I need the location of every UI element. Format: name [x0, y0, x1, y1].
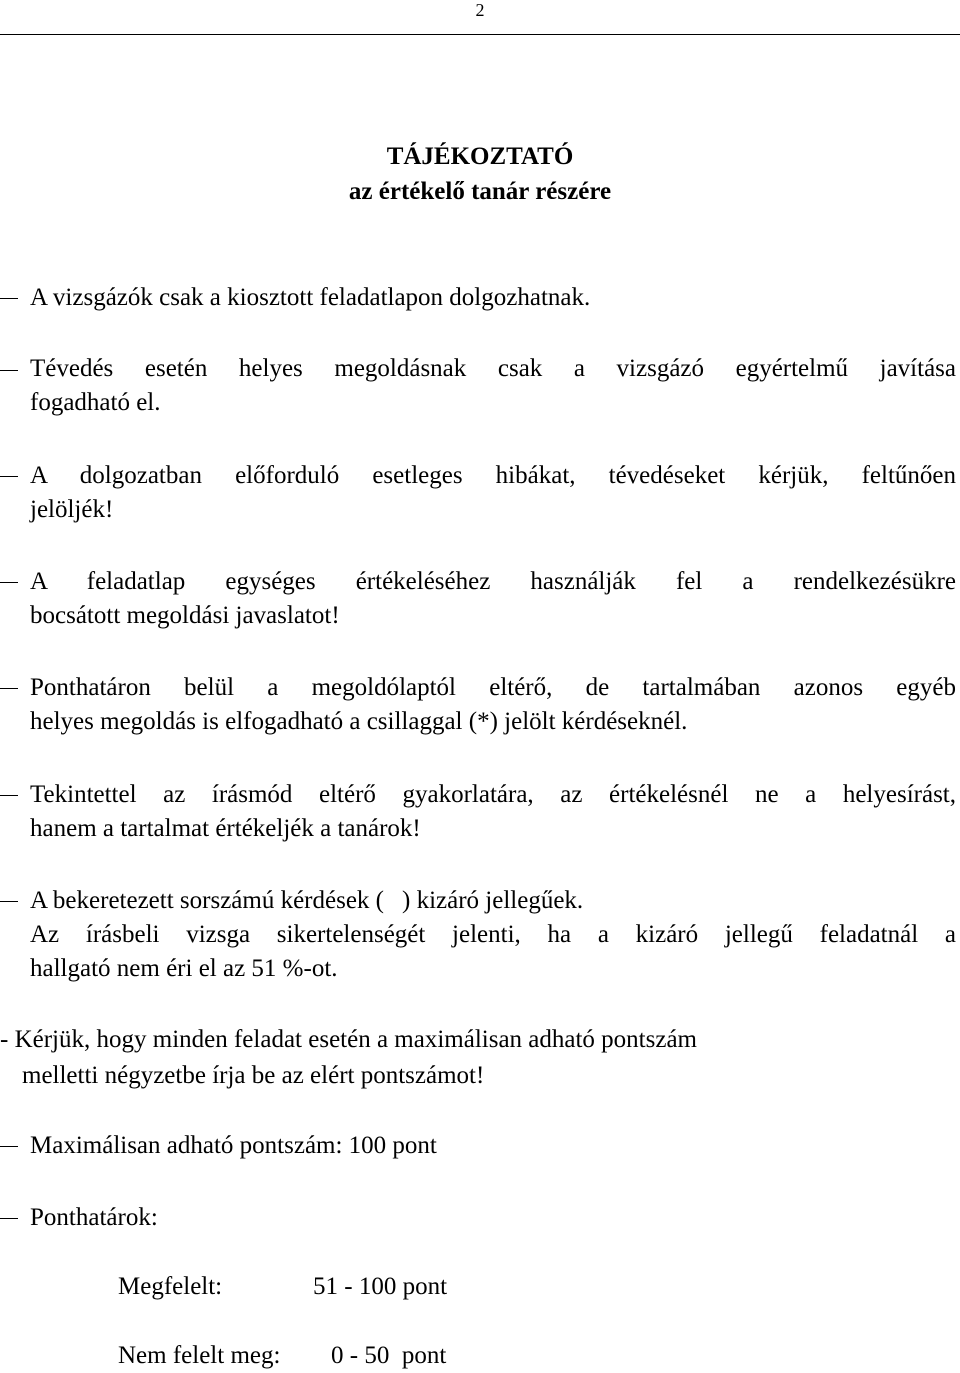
- dash-marker: [0, 1218, 18, 1219]
- bullet-thresholds-heading: [30, 1201, 956, 1235]
- bullet-line: bocsátott megoldási javaslatot!: [30, 602, 340, 629]
- bullet-line: melletti négyzetbe írja be az elért pontszámot!: [22, 1062, 485, 1089]
- bullet-line: hanem a tartalmat értékeljék a tanárok!: [30, 815, 421, 842]
- bullet-mark-errors: [30, 459, 956, 527]
- dash-marker: [0, 1146, 18, 1147]
- bullet-score-entry: - Kérjük, hogy minden feladat esetén a maximálisan adható pontszám: [0, 1026, 697, 1053]
- bullet-line: Ponthatáron belül a megoldólaptól eltérő, de tartalmában azonos egyéb: [30, 674, 956, 701]
- bullet-corrections: [30, 352, 956, 420]
- bullet-line: Ponthatárok:: [30, 1204, 158, 1231]
- bullet-exclusion-questions: [30, 884, 956, 986]
- threshold-pass-label: Megfelelt:: [118, 1273, 223, 1300]
- header-rule: [0, 34, 960, 35]
- bullet-line: Maximálisan adható pontszám: 100 pont: [30, 1132, 437, 1159]
- bullet-line: A vizsgázók csak a kiosztott feladatlapon dolgozhatnak.: [30, 284, 591, 311]
- framed-box-symbol: [384, 886, 402, 908]
- bullet-line: Az írásbeli vizsga sikertelenségét jelenti, ha a kizáró jellegű feladatnál a: [30, 921, 956, 948]
- bullet-text: ) kizáró jellegűek.: [402, 887, 584, 914]
- page-subtitle: az értékelő tanár részére: [348, 178, 612, 205]
- bullet-text: A bekeretezett sorszámú kérdések (: [30, 887, 385, 914]
- bullet-line: Tévedés esetén helyes megoldásnak csak a vizsgázó egyértelmű javítása: [30, 355, 956, 382]
- bullet-spelling: [30, 778, 956, 846]
- dash-marker: [0, 901, 18, 902]
- page-title: TÁJÉKOZTATÓ: [386, 143, 574, 170]
- bullet-line: A feladatlap egységes értékeléséhez használják fel a rendelkezésükre: [30, 568, 956, 595]
- dash-marker: [0, 688, 18, 689]
- bullet-line: A dolgozatban előforduló esetleges hibákat, tévedéseket kérjük, feltűnően: [30, 462, 956, 489]
- dash-marker: [0, 582, 18, 583]
- threshold-fail-value: 0 - 50 pont: [331, 1342, 447, 1369]
- bullet-line: Tekintettel az írásmód eltérő gyakorlatára, az értékelésnél ne a helyesírást,: [30, 781, 956, 808]
- bullet-line: helyes megoldás is elfogadható a csillaggal (*) jelölt kérdéseknél.: [30, 708, 688, 735]
- dash-marker: [0, 476, 18, 477]
- bullet-line: hallgató nem éri el az 51 %-ot.: [30, 955, 338, 982]
- bullet-solution-key: [30, 565, 956, 633]
- bullet-max-score: [30, 1129, 956, 1163]
- threshold-pass-value: 51 - 100 pont: [313, 1273, 448, 1300]
- dash-marker: [0, 298, 18, 299]
- bullet-exam-sheet: [30, 281, 956, 315]
- dash-marker: [0, 795, 18, 796]
- bullet-line: fogadható el.: [30, 389, 161, 416]
- page-number: 2: [475, 0, 485, 20]
- bullet-line: jelöljék!: [30, 496, 114, 523]
- bullet-line: [30, 884, 956, 918]
- dash-marker: [0, 370, 18, 371]
- threshold-fail-label: Nem felelt meg:: [118, 1342, 281, 1369]
- bullet-equivalent-answers: [30, 671, 956, 739]
